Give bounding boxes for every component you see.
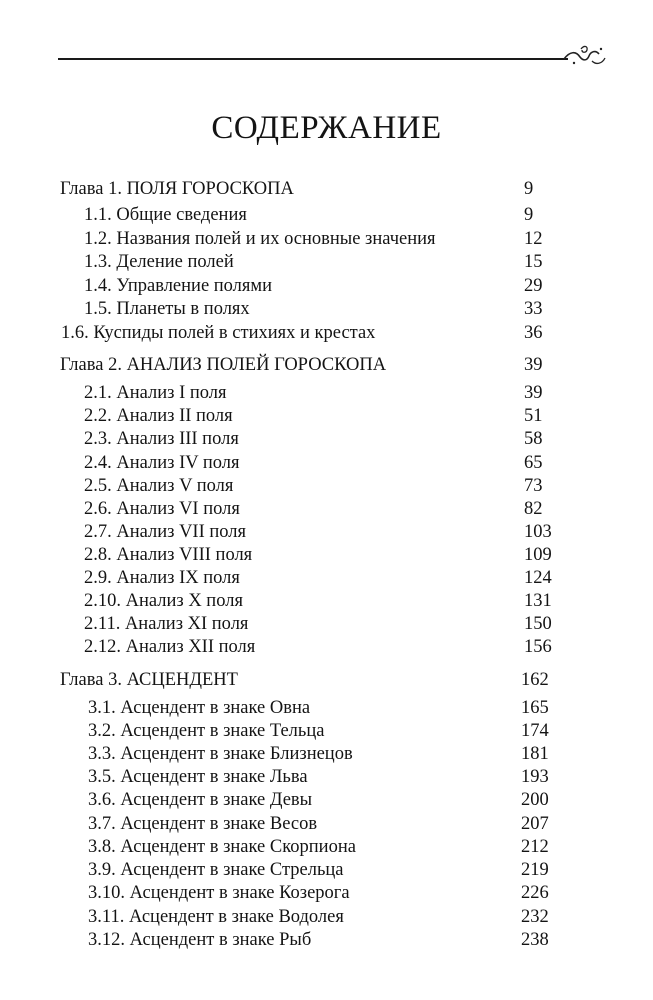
toc-entry[interactable] <box>0 474 653 498</box>
toc-entry[interactable] <box>0 543 653 567</box>
page-number: 9 <box>524 179 534 199</box>
toc-entry[interactable] <box>0 612 653 636</box>
entry-title: 2.7. Анализ VII поля <box>84 522 247 542</box>
toc-entry[interactable] <box>0 858 653 882</box>
page-number: 36 <box>524 323 543 343</box>
entry-title: 2.12. Анализ XII поля <box>84 637 256 657</box>
entry-title: 2.3. Анализ III поля <box>84 429 239 449</box>
toc-entry[interactable] <box>0 589 653 613</box>
page-number: 65 <box>524 453 543 473</box>
entry-title: 2.6. Анализ VI поля <box>84 499 240 519</box>
entry-title: 1.4. Управление полями <box>84 276 273 296</box>
toc-chapter[interactable] <box>0 668 653 692</box>
page-number: 33 <box>524 299 543 319</box>
chapter-title: Глава 1. ПОЛЯ ГОРОСКОПА <box>60 179 294 199</box>
page-number: 226 <box>521 883 549 903</box>
page-title: СОДЕРЖАНИЕ <box>211 110 442 146</box>
entry-title: 3.3. Асцендент в знаке Близнецов <box>88 744 353 764</box>
entry-title: 3.9. Асцендент в знаке Стрельца <box>88 860 344 880</box>
toc-chapter[interactable] <box>0 353 653 377</box>
toc-entry[interactable] <box>0 635 653 659</box>
page-number: 212 <box>521 837 549 857</box>
entry-title: 2.9. Анализ IX поля <box>84 568 240 588</box>
toc-entry[interactable] <box>0 321 653 345</box>
entry-title: 1.2. Названия полей и их основные значения <box>84 229 436 249</box>
page-number: 232 <box>521 907 549 927</box>
entry-title: 2.2. Анализ II поля <box>84 406 233 426</box>
page-number: 156 <box>524 637 552 657</box>
toc-entry[interactable] <box>0 250 653 274</box>
entry-title: 1.6. Куспиды полей в стихиях и крестах <box>61 323 376 343</box>
page-number: 162 <box>521 670 549 690</box>
page-number: 238 <box>521 930 549 950</box>
toc-chapter[interactable] <box>0 177 653 201</box>
page-number: 15 <box>524 252 543 272</box>
toc-entry[interactable] <box>0 835 653 859</box>
toc-entry[interactable] <box>0 427 653 451</box>
page-number: 181 <box>521 744 549 764</box>
entry-title: 1.5. Планеты в полях <box>84 299 250 319</box>
entry-title: 2.11. Анализ XI поля <box>84 614 249 634</box>
toc-entry[interactable] <box>0 566 653 590</box>
entry-title: 3.5. Асцендент в знаке Льва <box>88 767 308 787</box>
page-number: 12 <box>524 229 543 249</box>
page-number: 58 <box>524 429 543 449</box>
page-number: 124 <box>524 568 552 588</box>
page-number: 29 <box>524 276 543 296</box>
page-number: 39 <box>524 383 543 403</box>
page-number: 207 <box>521 814 549 834</box>
toc-entry[interactable] <box>0 227 653 251</box>
toc-entry[interactable] <box>0 497 653 521</box>
entry-title: 2.8. Анализ VIII поля <box>84 545 253 565</box>
entry-title: 3.12. Асцендент в знаке Рыб <box>88 930 312 950</box>
toc-entry[interactable] <box>0 928 653 952</box>
toc-entry[interactable] <box>0 404 653 428</box>
toc-entry[interactable] <box>0 451 653 475</box>
entry-title: 3.2. Асцендент в знаке Тельца <box>88 721 325 741</box>
toc-entry[interactable] <box>0 788 653 812</box>
page-number: 103 <box>524 522 552 542</box>
entry-title: 2.1. Анализ I поля <box>84 383 227 403</box>
entry-title: 3.6. Асцендент в знаке Девы <box>88 790 313 810</box>
page-number: 174 <box>521 721 549 741</box>
toc-entry[interactable] <box>0 812 653 836</box>
page-number: 9 <box>524 205 534 225</box>
toc-entry[interactable] <box>0 381 653 405</box>
entry-title: 2.4. Анализ IV поля <box>84 453 240 473</box>
toc-entry[interactable] <box>0 696 653 720</box>
page-number: 200 <box>521 790 549 810</box>
page-number: 51 <box>524 406 543 426</box>
entry-title: 2.5. Анализ V поля <box>84 476 234 496</box>
toc-entry[interactable] <box>0 719 653 743</box>
toc-entry[interactable] <box>0 881 653 905</box>
page-number: 39 <box>524 355 543 375</box>
entry-title: 3.1. Асцендент в знаке Овна <box>88 698 311 718</box>
toc-entry[interactable] <box>0 742 653 766</box>
entry-title: 3.10. Асцендент в знаке Козерога <box>88 883 350 903</box>
page-number: 131 <box>524 591 552 611</box>
entry-title: 3.8. Асцендент в знаке Скорпиона <box>88 837 356 857</box>
entry-title: 3.7. Асцендент в знаке Весов <box>88 814 318 834</box>
toc-entry[interactable] <box>0 297 653 321</box>
chapter-title: Глава 3. АСЦЕНДЕНТ <box>60 670 238 690</box>
page-number: 82 <box>524 499 543 519</box>
chapter-title: Глава 2. АНАЛИЗ ПОЛЕЙ ГОРОСКОПА <box>60 355 387 375</box>
page-number: 193 <box>521 767 549 787</box>
page-number: 73 <box>524 476 543 496</box>
toc-entry[interactable] <box>0 274 653 298</box>
page-number: 165 <box>521 698 549 718</box>
toc-entry[interactable] <box>0 520 653 544</box>
page-number: 109 <box>524 545 552 565</box>
page-number: 150 <box>524 614 552 634</box>
toc-entry[interactable] <box>0 203 653 227</box>
entry-title: 3.11. Асцендент в знаке Водолея <box>88 907 344 927</box>
toc-entry[interactable] <box>0 765 653 789</box>
entry-title: 1.1. Общие сведения <box>84 205 247 225</box>
entry-title: 1.3. Деление полей <box>84 252 234 272</box>
toc-entry[interactable] <box>0 905 653 929</box>
entry-title: 2.10. Анализ X поля <box>84 591 243 611</box>
page-number: 219 <box>521 860 549 880</box>
